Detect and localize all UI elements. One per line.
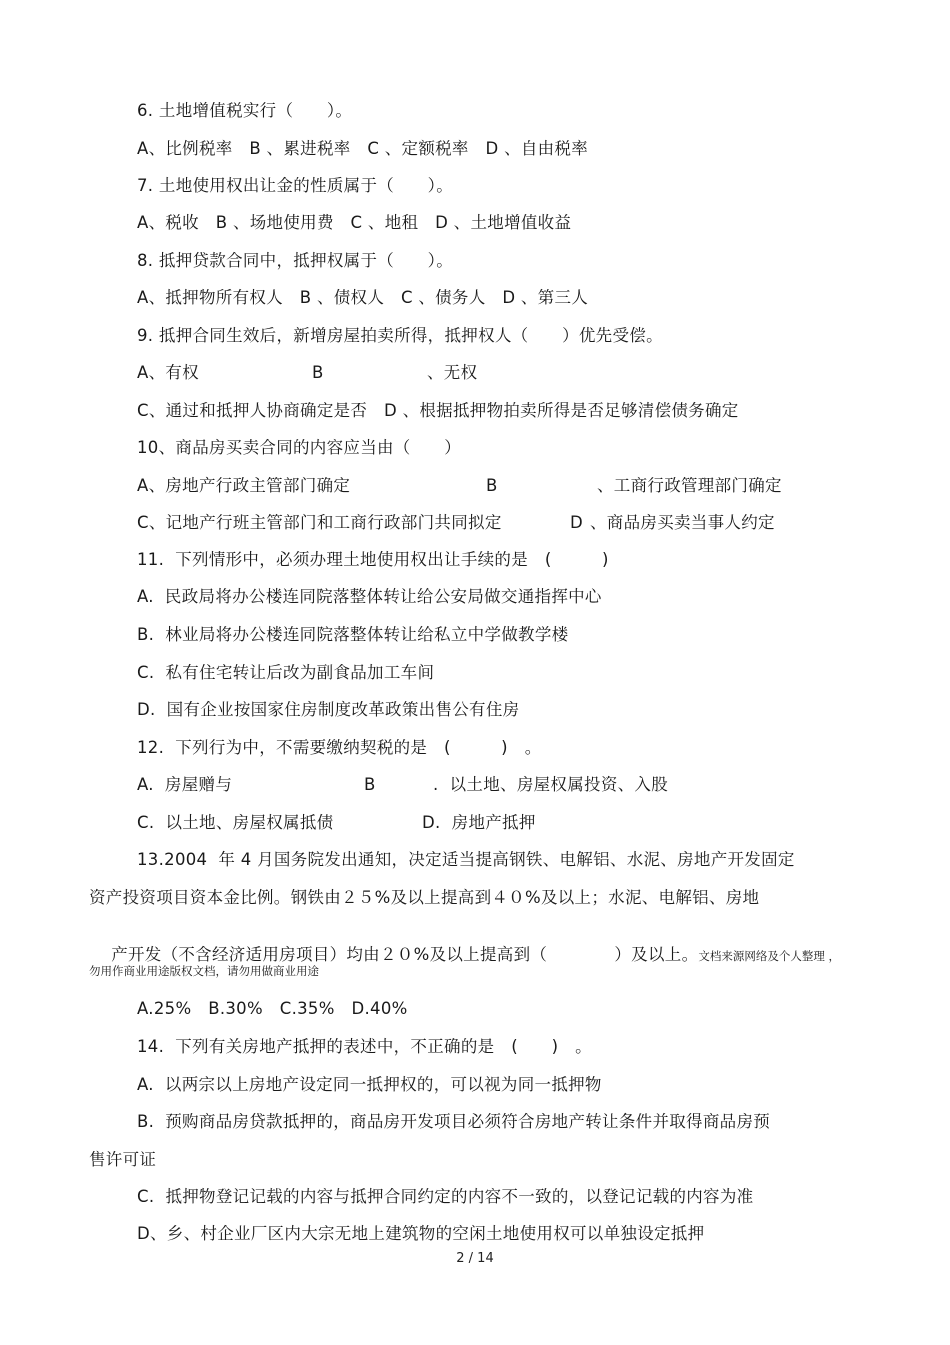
question-11: 11. 下列情形中，必须办理土地使用权出让手续的是 ( ) xyxy=(137,550,609,569)
question-11-option-b: B. 林业局将办公楼连同院落整体转让给私立中学做教学楼 xyxy=(137,625,569,644)
question-8-options: A、抵押物所有权人 B 、债权人 C 、债务人 D 、第三人 xyxy=(137,288,589,307)
question-12: 12. 下列行为中，不需要缴纳契税的是 ( ) 。 xyxy=(137,738,542,757)
option-b-letter: B xyxy=(312,363,324,382)
option-b-text: 、无权 xyxy=(427,363,478,382)
option-c: C、记地产行班主管部门和工商行政部门共同拟定 xyxy=(137,513,502,532)
question-7: 7. 土地使用权出让金的性质属于（ ）。 xyxy=(137,176,454,195)
question-9-options-cd: C、通过和抵押人协商确定是否 D 、根据抵押物拍卖所得是否足够清偿债务确定 xyxy=(137,401,739,420)
question-9: 9. 抵押合同生效后，新增房屋拍卖所得，抵押权人（ ）优先受偿。 xyxy=(137,326,663,345)
question-6: 6. 土地增值税实行（ ）。 xyxy=(137,101,353,120)
question-6-options: A、比例税率 B 、累进税率 C 、定额税率 D 、自由税率 xyxy=(137,139,589,158)
copyright-note: 勿用作商业用途版权文档，请勿用做商业用途 xyxy=(89,964,319,978)
question-14-option-c: C. 抵押物登记记载的内容与抵押合同约定的内容不一致的，以登记记载的内容为准 xyxy=(137,1187,754,1206)
question-13-line-3-text: 产开发（不含经济适用房项目）均由２０%及以上提高到（ ）及以上。 xyxy=(111,945,699,964)
question-13-line-1: 13.2004 年 4 月国务院发出通知，决定适当提高钢铁、电解铝、水泥、房地产开发固定 xyxy=(137,850,795,869)
option-a: A、房地产行政主管部门确定 xyxy=(137,476,351,495)
question-14-option-d: D、乡、村企业厂区内大宗无地上建筑物的空闲土地使用权可以单独设定抵押 xyxy=(137,1224,705,1243)
question-14: 14. 下列有关房地产抵押的表述中，不正确的是 ( ) 。 xyxy=(137,1037,592,1056)
option-d-letter: D xyxy=(570,513,584,532)
question-11-option-c: C. 私有住宅转让后改为副食品加工车间 xyxy=(137,663,435,682)
option-d-text: 、商品房买卖当事人约定 xyxy=(590,513,775,532)
question-14-option-b-line-2: 售许可证 xyxy=(89,1150,157,1169)
source-note: 文档来源网络及个人整理 ， xyxy=(698,949,841,963)
option-a: A. 房屋赠与 xyxy=(137,775,233,794)
question-13-options: A.25% B.30% C.35% D.40% xyxy=(137,999,408,1018)
question-13-line-2: 资产投资项目资本金比例。钢铁由２５%及以上提高到４０%及以上；水泥、电解铝、房地 xyxy=(89,888,760,907)
question-11-option-d: D. 国有企业按国家住房制度改革政策出售公有住房 xyxy=(137,700,520,719)
question-14-option-b-line-1: B. 预购商品房贷款抵押的，商品房开发项目必须符合房地产转让条件并取得商品房预 xyxy=(137,1112,771,1131)
question-11-option-a: A. 民政局将办公楼连同院落整体转让给公安局做交通指挥中心 xyxy=(137,587,602,606)
option-b-letter: B xyxy=(486,476,498,495)
option-a: A、有权 xyxy=(137,363,199,382)
question-14-option-a: A. 以两宗以上房地产设定同一抵押权的，可以视为同一抵押物 xyxy=(137,1075,602,1094)
option-c: C. 以土地、房屋权属抵债 xyxy=(137,813,334,832)
question-10: 10、商品房买卖合同的内容应当由（ ） xyxy=(137,438,461,457)
option-b-text: 、工商行政管理部门确定 xyxy=(597,476,782,495)
page-number: 2 / 14 xyxy=(456,1251,494,1266)
question-8: 8. 抵押贷款合同中，抵押权属于（ ）。 xyxy=(137,251,454,270)
question-7-options: A、税收 B 、场地使用费 C 、地租 D 、土地增值收益 xyxy=(137,213,572,232)
option-d: D. 房地产抵押 xyxy=(422,813,536,832)
option-b-text: . 以土地、房屋权属投资、入股 xyxy=(433,775,669,794)
option-b-letter: B xyxy=(364,775,376,794)
